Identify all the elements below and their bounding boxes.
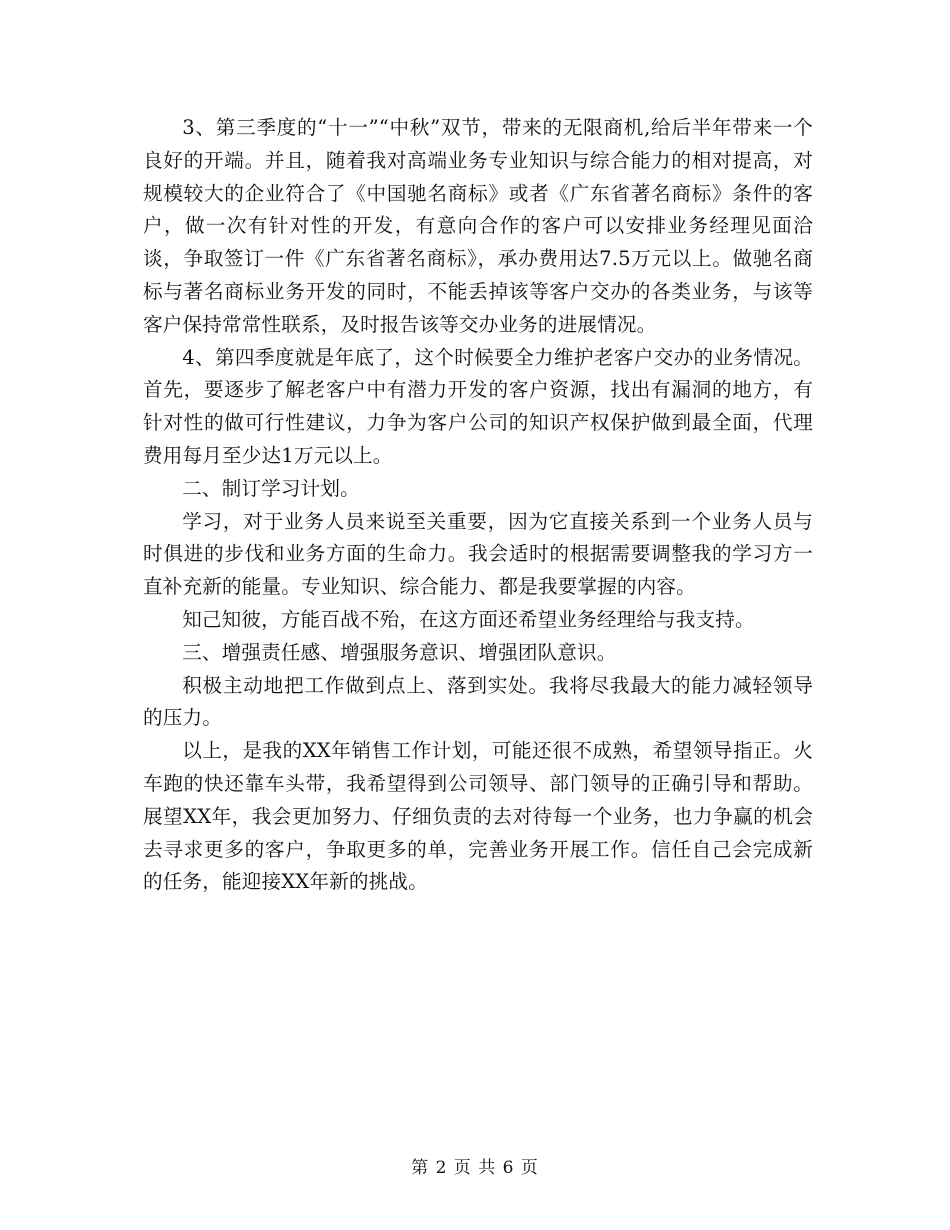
paragraph-q4-plan: 4、第四季度就是年底了，这个时候要全力维护老客户交办的业务情况。首先，要逐步了解老客户中有潜力开发的客户资源，找出有漏洞的地方，有针对性的做可行性建议，力争为客户公司的知识产权保护做到最全面，代理费用每月至少达1万元以上。	[143, 345, 813, 467]
paragraph-study: 学习，对于业务人员来说至关重要，因为它直接关系到一个业务人员与时俱进的步伐和业务方面的生命力。我会适时的根据需要调整我的学习方一直补充新的能量。专业知识、综合能力、都是我要掌握的内容。	[143, 509, 813, 599]
section-heading-study-plan: 二、制订学习计划。	[182, 476, 360, 500]
paragraph-q3-plan: 3、第三季度的“十一”“中秋”双节，带来的无限商机,给后半年带来一个良好的开端。并且，随着我对高端业务专业知识与综合能力的相对提高，对规模较大的企业符合了《中国驰名商标》或者《广东省著名商标》条件的客户，做一次有针对性的开发，有意向合作的客户可以安排业务经理见面洽谈，争取签订一件《广东省著名商标》，承办费用达7.5万元以上。做驰名商标与著名商标业务开发的同时，不能丢掉该等客户交办的各类业务，与该等客户保持常常性联系，及时报告该等交办业务的进展情况。	[143, 116, 813, 336]
paragraph-know-yourself: 知己知彼，方能百战不殆，在这方面还希望业务经理给与我支持。	[182, 607, 755, 631]
document-body	[143, 112, 813, 899]
page-number-footer: 第 2 页 共 6 页	[411, 1158, 539, 1178]
paragraph-initiative: 积极主动地把工作做到点上、落到实处。我将尽我最大的能力减轻领导的压力。	[143, 673, 813, 730]
section-heading-responsibility: 三、增强责任感、增强服务意识、增强团队意识。	[182, 640, 617, 664]
paragraph-conclusion: 以上，是我的XX年销售工作计划，可能还很不成熟，希望领导指正。火车跑的快还靠车头带，我希望得到公司领导、部门领导的正确引导和帮助。展望XX年，我会更加努力、仔细负责的去对待每一个业务，也力争赢的机会去寻求更多的客户，争取更多的单，完善业务开展工作。信任自己会完成新的任务，能迎接XX年新的挑战。	[143, 739, 813, 894]
